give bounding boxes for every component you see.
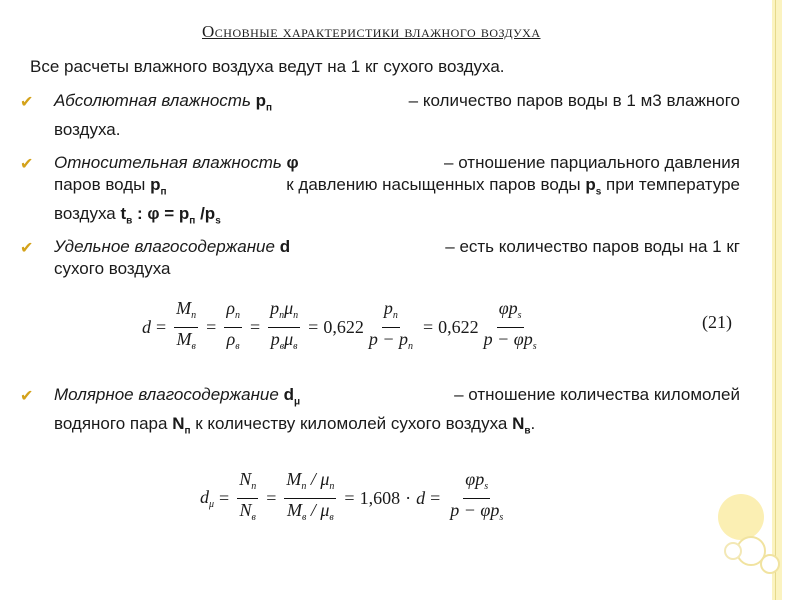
formula-moisture-content: d = $\frac{M_п}{M_в}$ = $\frac{\rho_п}{\rho_в}$ = $\frac{p_п\mu_п}{p_в\mu_в}$ = 0,622 $\frac{p_п}{p - p_п}$ = 0,622 $\frac{\varphi p_s}{p - \varphi p_s}$ (142, 298, 537, 352)
symbol: d (283, 385, 294, 404)
decorative-circle (718, 494, 764, 540)
decorative-side-bar (772, 0, 782, 600)
equation-number: (21) (702, 312, 732, 332)
bullet-relative-humidity: ✔ Относительная влажность φ – отношение парциального давления паров воды $р_п$ к давлению насыщенных паров воды $р_s$ при температуре воздуха $t_в$ : $\varphi = р_п$ $/р_s$ (20, 153, 740, 227)
definition-cont: воздуха. (54, 120, 121, 140)
bullet-molar-moisture-content: ✔ Молярное влагосодержание $d_\mu$ – отношение количества киломолей водяного пара $N_п$ к количеству киломолей сухого воздуха $N_в$. (20, 385, 740, 437)
checkmark-icon: ✔ (20, 94, 34, 111)
bullet-moisture-content (20, 236, 740, 280)
definition-cont: сухого воздуха (54, 259, 171, 278)
term: Относительная влажность (54, 153, 282, 172)
checkmark-icon: ✔ (20, 240, 34, 257)
decorative-side-line (775, 0, 776, 600)
term: Удельное влагосодержание (54, 237, 275, 256)
term: Абсолютная влажность (54, 91, 251, 110)
definition: – отношение количества киломолей (454, 385, 740, 404)
decorative-ring (760, 554, 780, 574)
slide-title: Основные характеристики влажного воздуха (202, 22, 541, 41)
checkmark-icon: ✔ (20, 388, 34, 405)
definition: – количество паров воды в 1 м3 влажного (408, 91, 740, 110)
term: Молярное влагосодержание (54, 385, 279, 404)
symbol: р (255, 91, 267, 110)
symbol: φ (286, 153, 299, 172)
checkmark-icon: ✔ (20, 156, 34, 173)
intro-text: Все расчеты влажного воздуха ведут на 1 кг сухого воздуха. (30, 57, 505, 76)
bullet-absolute-humidity: ✔ Абсолютная влажность $р_п$ – количество паров воды в 1 м3 влажного воздуха. (20, 91, 740, 140)
decorative-ring (724, 542, 742, 560)
formula-molar-moisture-content: $d_\mu$ = $\frac{N_п}{N_в}$ = $\frac{M_п / \mu_п}{M_в / \mu_в}$ = 1,608 · d = $\frac{\varphi p_s}{p - \varphi p_s}$ (200, 469, 504, 523)
symbol: d (279, 237, 291, 256)
definition: – есть количество паров воды на 1 кг (445, 237, 740, 256)
definition: – отношение парциального давления (444, 153, 740, 172)
